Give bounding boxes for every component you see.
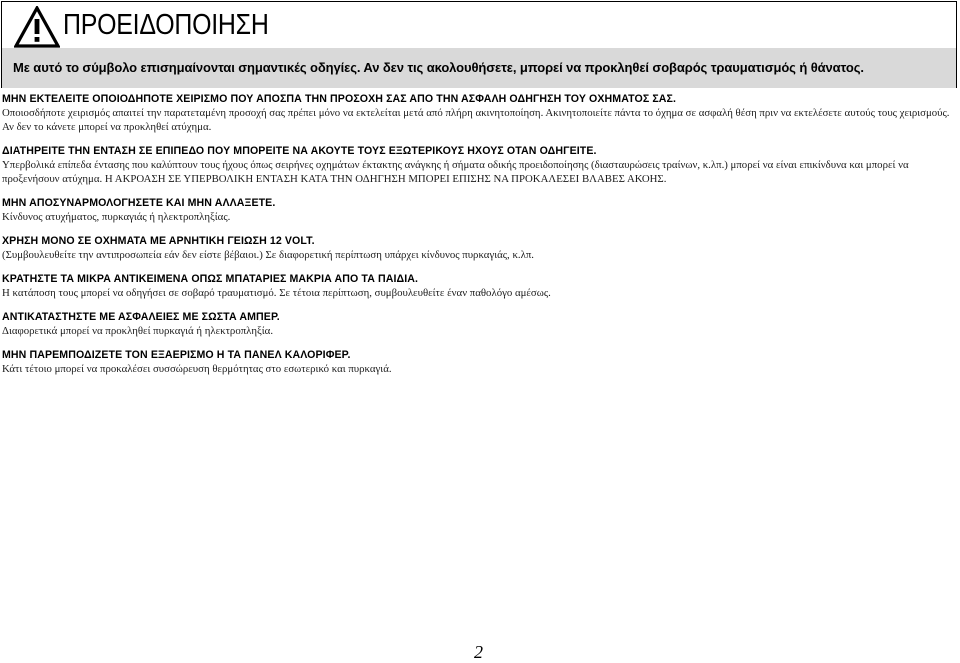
section-title: ΜΗΝ ΑΠΟΣΥΝΑΡΜΟΛΟΓΗΣΕΤΕ ΚΑΙ ΜΗΝ ΑΛΛΑΞΕΤΕ.	[2, 197, 276, 209]
section-body: Κίνδυνος ατυχήματος, πυρκαγιάς ή ηλεκτροπληξίας.	[2, 211, 231, 223]
warning-section	[2, 93, 950, 134]
section-title: ΧΡΗΣΗ ΜΟΝΟ ΣΕ ΟΧΗΜΑΤΑ ΜΕ ΑΡΝΗΤΙΚΗ ΓΕΙΩΣΗ 12 VOLT.	[2, 235, 315, 247]
warnings-list	[2, 93, 950, 387]
warning-section	[2, 311, 950, 338]
section-body: (Συμβουλευθείτε την αντιπροσωπεία εάν δεν είστε βέβαιοι.) Σε διαφορετική περίπτωση υπάρχει κίνδυνος πυρκαγιάς, κ.λπ.	[2, 249, 534, 261]
section-body: Οποιοσδήποτε χειρισμός απαιτεί την παρατεταμένη προσοχή σας πρέπει μόνο να εκτελείται μετά από πλήρη ακινητοποίηση. Ακινητοποιείτε πάντα το όχημα σε ασφαλή θέση πριν να εκτελέσετε αυτούς τους χειρισμούς. Αν δεν το κάνετε μπορεί να προκληθεί ατύχημα.	[2, 107, 950, 133]
section-title: ΜΗΝ ΕΚΤΕΛΕΙΤΕ ΟΠΟΙΟΔΗΠΟΤΕ ΧΕΙΡΙΣΜΟ ΠΟΥ ΑΠΟΣΠΑ ΤΗΝ ΠΡΟΣΟΧΗ ΣΑΣ ΑΠΟ ΤΗΝ ΑΣΦΑΛΗ ΟΔΗΓΗΣΗ ΤΟΥ ΟΧΗΜΑΤΟΣ ΣΑΣ.	[2, 93, 677, 105]
section-title: ΜΗΝ ΠΑΡΕΜΠΟΔΙΖΕΤΕ ΤΟΝ ΕΞΑΕΡΙΣΜΟ Η ΤΑ ΠΑΝΕΛ ΚΑΛΟΡΙΦΕΡ.	[2, 349, 351, 361]
warning-triangle-icon	[14, 6, 60, 48]
warning-section	[2, 145, 950, 186]
warning-subtitle-bar	[2, 48, 956, 88]
section-title: ΔΙΑΤΗΡΕΙΤΕ ΤΗΝ ΕΝΤΑΣΗ ΣΕ ΕΠΙΠΕΔΟ ΠΟΥ ΜΠΟΡΕΙΤΕ ΝΑ ΑΚΟΥΤΕ ΤΟΥΣ ΕΞΩΤΕΡΙΚΟΥΣ ΗΧΟΥΣ ΟΤΑΝ ΟΔΗΓΕΙΤΕ.	[2, 145, 597, 157]
section-title: ΑΝΤΙΚΑΤΑΣΤΗΣΤΕ ΜΕ ΑΣΦΑΛΕΙΕΣ ΜΕ ΣΩΣΤΑ ΑΜΠΕΡ.	[2, 311, 280, 323]
warning-header	[2, 2, 956, 47]
warning-section	[2, 197, 950, 224]
warning-section	[2, 273, 950, 300]
warning-section	[2, 349, 950, 376]
section-body: Κάτι τέτοιο μπορεί να προκαλέσει συσσώρευση θερμότητας στο εσωτερικό και πυρκαγιά.	[2, 363, 392, 375]
section-title: ΚΡΑΤΗΣΤΕ ΤΑ ΜΙΚΡΑ ΑΝΤΙΚΕΙΜΕΝΑ ΟΠΩΣ ΜΠΑΤΑΡΙΕΣ ΜΑΚΡΙΑ ΑΠΟ ΤΑ ΠΑΙΔΙΑ.	[2, 273, 419, 285]
section-body: Η κατάποση τους μπορεί να οδηγήσει σε σοβαρό τραυματισμό. Σε τέτοια περίπτωση, συμβουλευθείτε έναν παθολόγο αμέσως.	[2, 287, 551, 299]
section-body: Υπερβολικά επίπεδα έντασης που καλύπτουν τους ήχους όπως σειρήνες οχημάτων έκτακτης ανάγκης ή σήματα οδικής προειδοποίησης (διασταυρώσεις τραίνων, κ.λπ.) μπορεί να είναι επικίνδυνα και μπορεί να προξενήσουν ατύχημα. Η ΑΚΡΟΑΣΗ ΣΕ ΥΠΕΡΒΟΛΙΚΗ ΕΝΤΑΣΗ ΚΑΤΑ ΤΗΝ ΟΔΗΓΗΣΗ ΜΠΟΡΕΙ ΕΠΙΣΗΣ ΝΑ ΠΡΟΚΑΛΕΣΕΙ ΒΛΑΒΕΣ ΑΚΟΗΣ.	[2, 159, 909, 185]
section-body: Διαφορετικά μπορεί να προκληθεί πυρκαγιά ή ηλεκτροπληξία.	[2, 325, 274, 337]
warning-section	[2, 235, 950, 262]
warning-subtitle: Με αυτό το σύμβολο επισημαίνονται σημαντικές οδηγίες. Αν δεν τις ακολουθήσετε, μπορεί να προκληθεί σοβαρός τραυματισμός ή θάνατος.	[13, 60, 864, 75]
warning-box	[1, 1, 957, 88]
page-number: 2	[474, 642, 483, 662]
warning-title: ΠΡΟΕΙΔΟΠΟΙΗΣΗ	[63, 9, 269, 41]
